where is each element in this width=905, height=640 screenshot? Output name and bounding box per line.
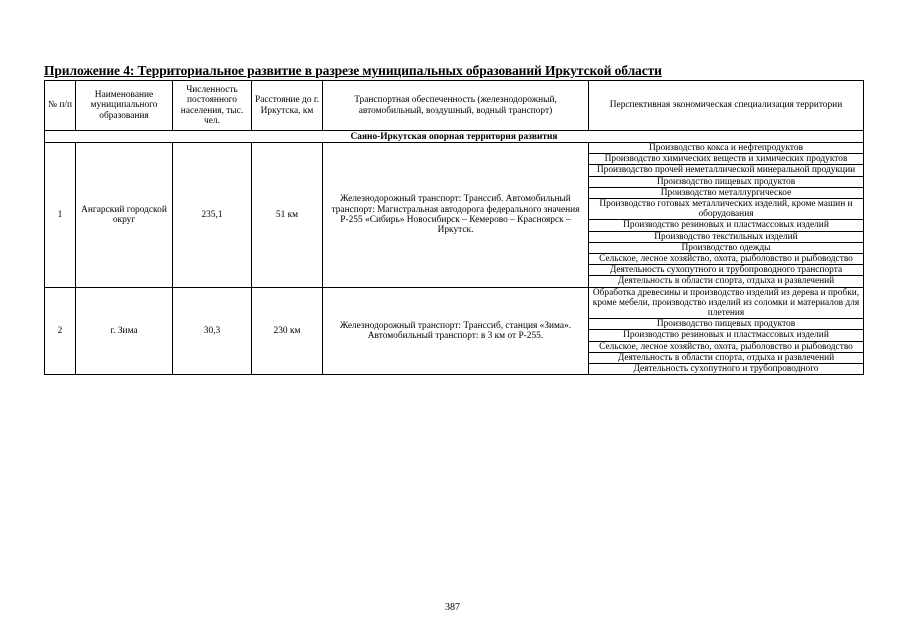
header-distance: Расстояние до г. Иркутска, км bbox=[252, 81, 323, 131]
header-transport: Транспортная обеспеченность (железнодорожный, автомобильный, воздушный, водный транспорт) bbox=[323, 81, 589, 131]
cell-specialization: Производство пищевых продуктов bbox=[589, 176, 864, 187]
section-title: Саяно-Иркутская опорная территория развития bbox=[45, 131, 864, 143]
cell-specialization: Производство готовых металлических изделий, кроме машин и оборудования bbox=[589, 199, 864, 220]
cell-num: 1 bbox=[45, 143, 76, 288]
cell-specialization: Производство кокса и нефтепродуктов bbox=[589, 143, 864, 154]
cell-distance: 51 км bbox=[252, 143, 323, 288]
header-name: Наименование муниципального образования bbox=[76, 81, 173, 131]
cell-specialization: Сельское, лесное хозяйство, охота, рыболовство и рыбоводство bbox=[589, 254, 864, 265]
cell-population: 235,1 bbox=[173, 143, 252, 288]
table-row bbox=[45, 143, 864, 154]
cell-specialization: Производство одежды bbox=[589, 242, 864, 253]
header-population: Численность постоянного населения, тыс. чел. bbox=[173, 81, 252, 131]
table-row bbox=[45, 287, 864, 319]
territorial-development-table bbox=[44, 80, 864, 375]
cell-distance: 230 км bbox=[252, 287, 323, 375]
cell-specialization: Деятельность сухопутного и трубопроводного транспорта bbox=[589, 265, 864, 276]
header-num: № п/п bbox=[45, 81, 76, 131]
cell-specialization: Деятельность в области спорта, отдыха и развлечений bbox=[589, 276, 864, 287]
cell-population: 30,3 bbox=[173, 287, 252, 375]
cell-specialization: Производство прочей неметаллической минеральной продукции bbox=[589, 165, 864, 176]
cell-specialization: Производство резиновых и пластмассовых изделий bbox=[589, 220, 864, 231]
section-row bbox=[45, 131, 864, 143]
page-title: Приложение 4: Территориальное развитие в разрезе муниципальных образований Иркутской области bbox=[44, 63, 662, 78]
cell-specialization: Деятельность сухопутного и трубопроводного bbox=[589, 364, 864, 375]
cell-name: г. Зима bbox=[76, 287, 173, 375]
cell-transport: Железнодорожный транспорт: Транссиб, станция «Зима». Автомобильный транспорт: в 3 км от Р-255. bbox=[323, 287, 589, 375]
cell-specialization: Сельское, лесное хозяйство, охота, рыболовство и рыбоводство bbox=[589, 341, 864, 352]
cell-specialization: Производство пищевых продуктов bbox=[589, 319, 864, 330]
cell-specialization: Обработка древесины и производство изделий из дерева и пробки, кроме мебели, производство изделий из соломки и материалов для плетения bbox=[589, 287, 864, 319]
cell-specialization: Производство резиновых и пластмассовых изделий bbox=[589, 330, 864, 341]
cell-specialization: Деятельность в области спорта, отдыха и развлечений bbox=[589, 352, 864, 363]
cell-num: 2 bbox=[45, 287, 76, 375]
cell-specialization: Производство металлургическое bbox=[589, 187, 864, 198]
header-specialization: Перспективная экономическая специализация территории bbox=[589, 81, 864, 131]
cell-specialization: Производство химических веществ и химических продуктов bbox=[589, 154, 864, 165]
cell-transport: Железнодорожный транспорт: Транссиб. Автомобильный транспорт: Магистральная автодорога федерального значения Р-255 «Сибирь» Новосибирск – Кемерово – Красноярск – Иркутск. bbox=[323, 143, 589, 288]
page-number: 387 bbox=[445, 602, 460, 613]
table-header-row bbox=[45, 81, 864, 131]
cell-name: Ангарский городской округ bbox=[76, 143, 173, 288]
cell-specialization: Производство текстильных изделий bbox=[589, 231, 864, 242]
